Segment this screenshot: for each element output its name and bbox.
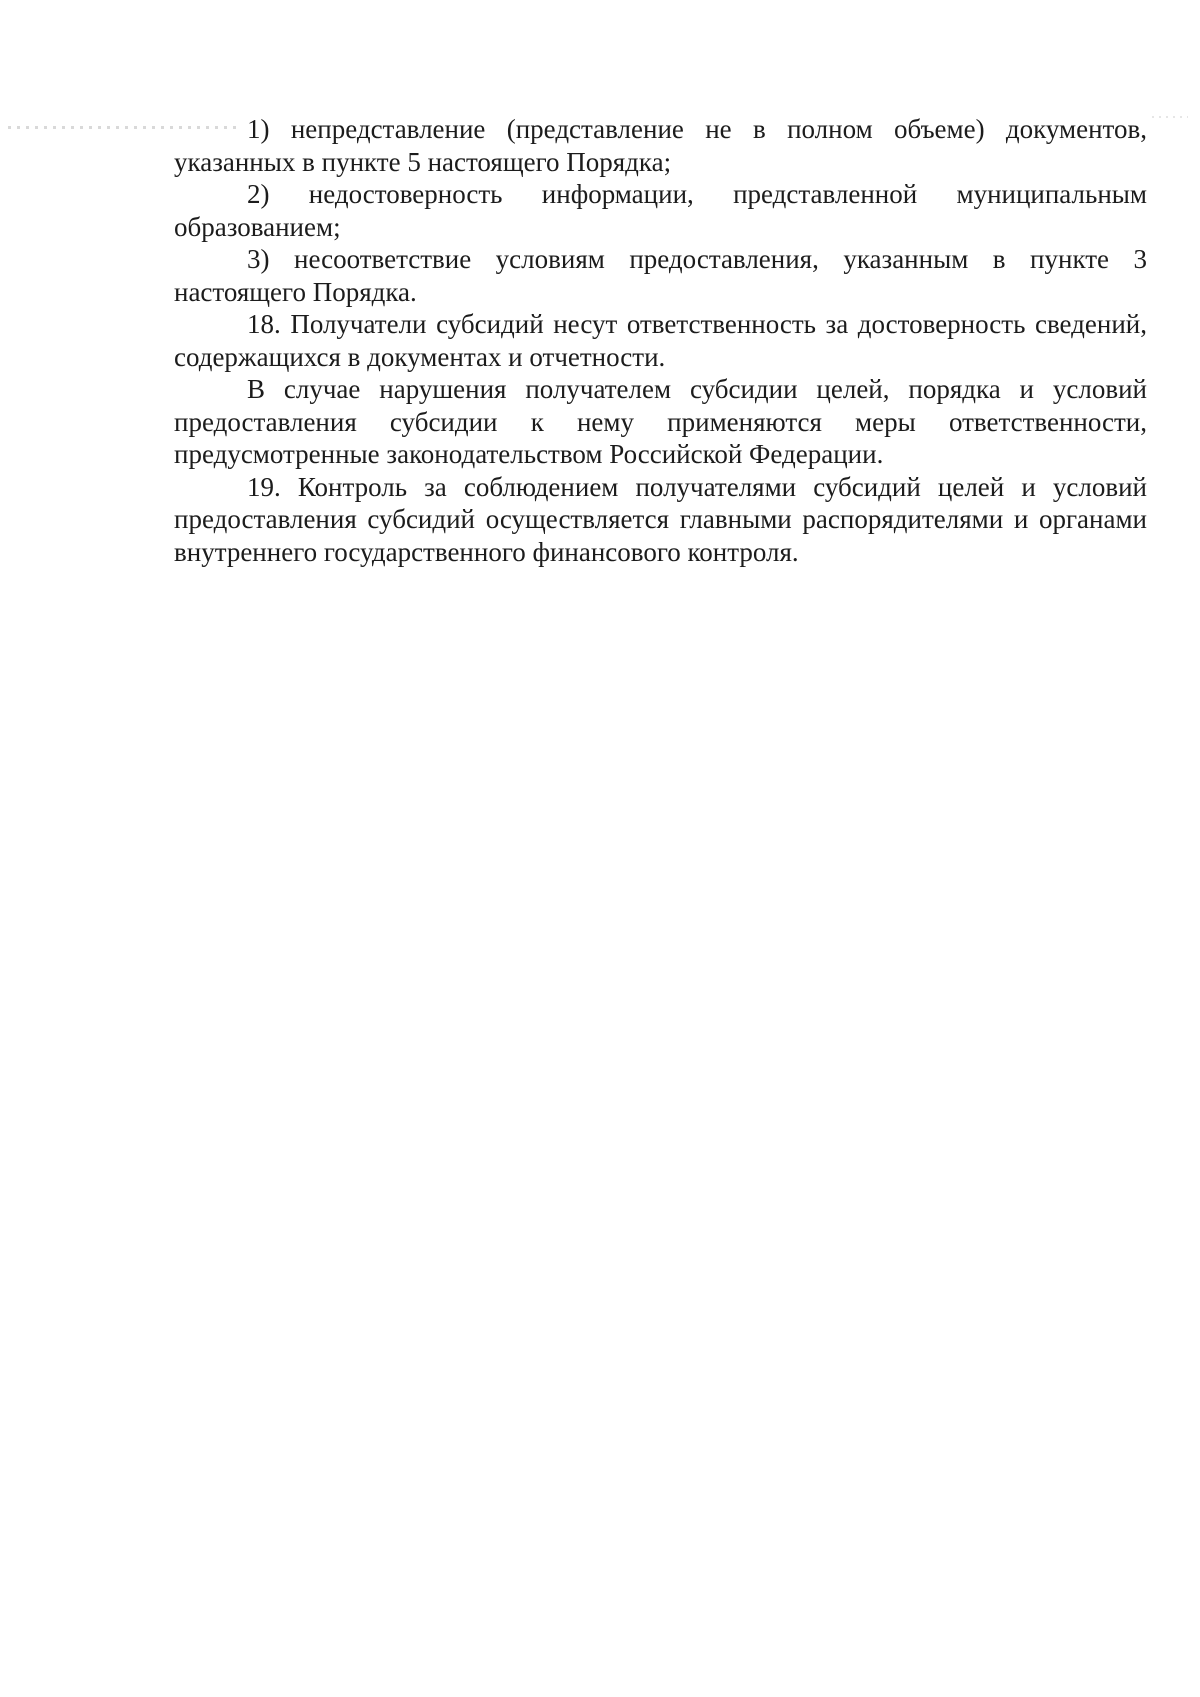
item-1-not-provided: 1) непредставление (представление не в полном объеме) документов, указанных в пункте 5 настоящего Порядка; <box>174 114 1147 177</box>
paragraph-violation-measures: В случае нарушения получателем субсидии целей, порядка и условий предоставления субсидии к нему применяются меры ответственности, предусмотренные законодательством Российской Федерации. <box>174 374 1147 469</box>
paragraph-18-responsibility: 18. Получатели субсидий несут ответственность за достоверность сведений, содержащихся в документах и отчетности. <box>174 309 1147 372</box>
scan-artifact-right <box>1152 116 1188 118</box>
document-body <box>174 113 1147 568</box>
item-3-nonconformity: 3) несоответствие условиям предоставления, указанным в пункте 3 настоящего Порядка. <box>174 244 1147 307</box>
paragraph-19-control: 19. Контроль за соблюдением получателями субсидий целей и условий предоставления субсидий осуществляется главными распорядителями и органами внутреннего государственного финансового контроля. <box>174 471 1147 567</box>
item-2-unreliable-info: 2) недостоверность информации, представленной муниципальным образованием; <box>174 179 1147 242</box>
